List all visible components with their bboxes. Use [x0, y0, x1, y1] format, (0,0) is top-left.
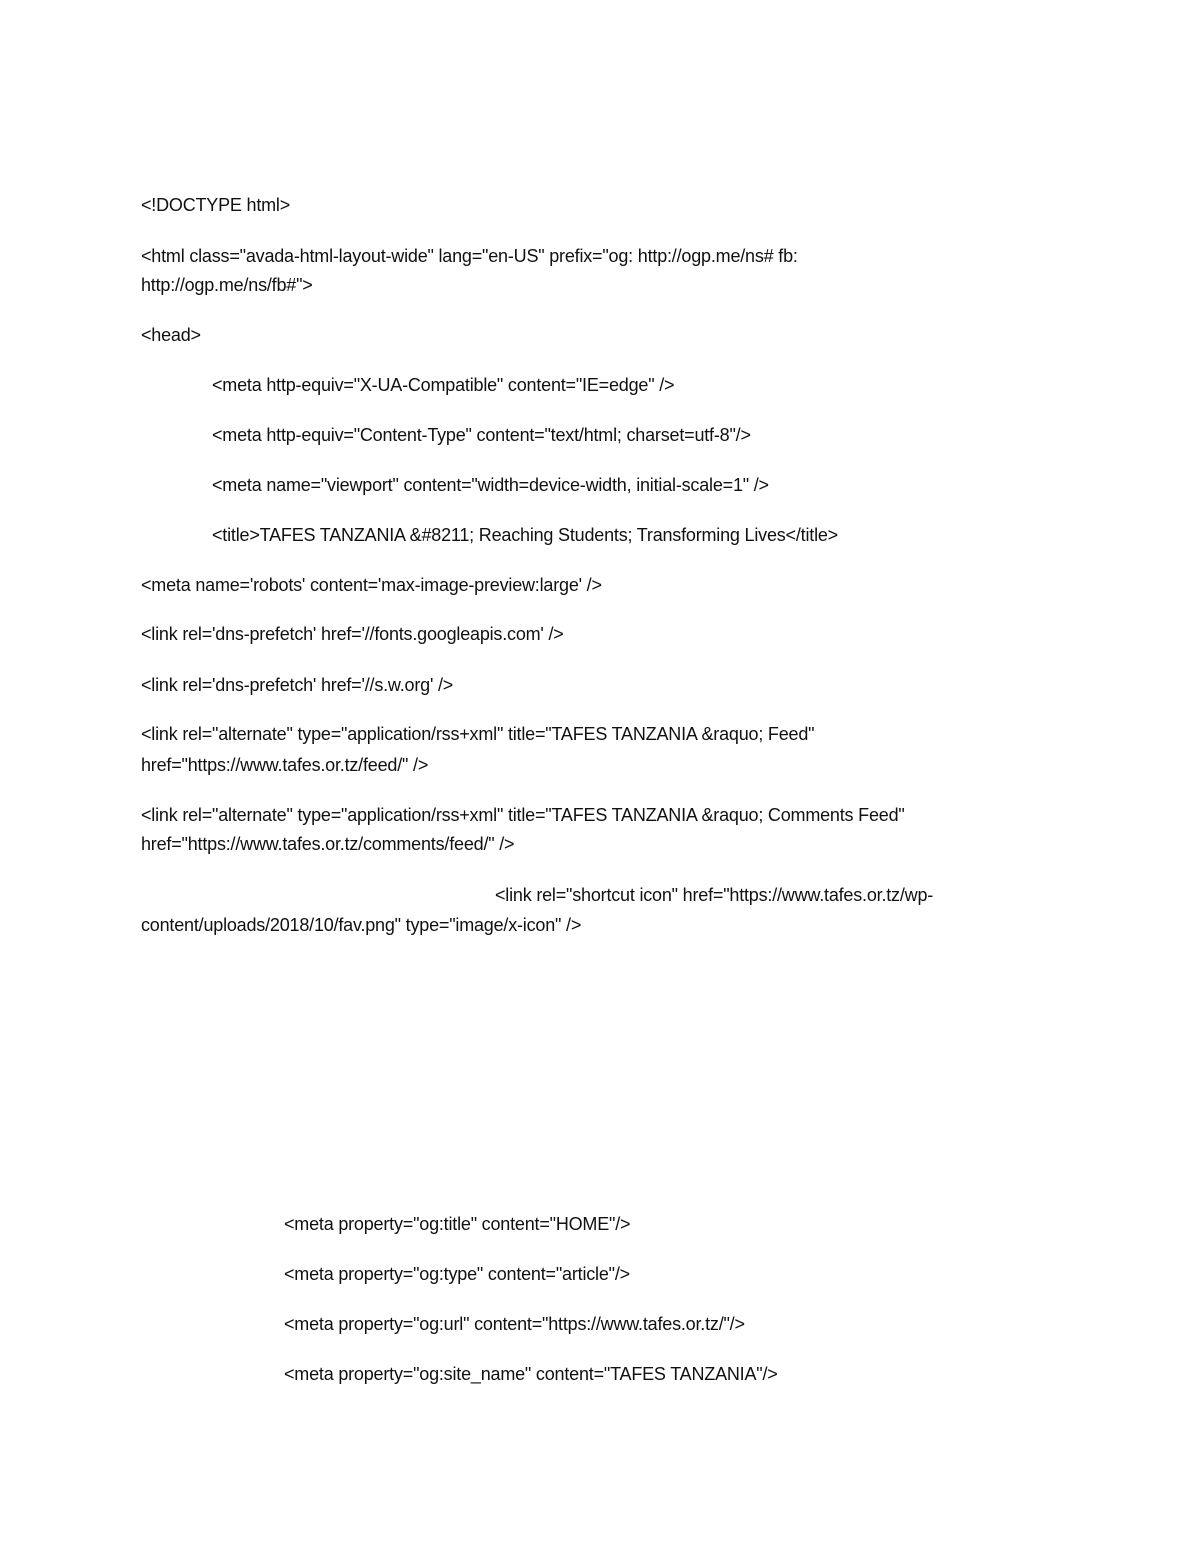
comments-feed-link-line-continued: href="https://www.tafes.or.tz/comments/feed/" />: [141, 834, 515, 854]
dns-prefetch-fonts-line: <link rel='dns-prefetch' href='//fonts.googleapis.com' />: [141, 624, 564, 644]
og-url-line: <meta property="og:url" content="https://www.tafes.or.tz/"/>: [284, 1314, 745, 1334]
meta-x-ua-compatible-line: <meta http-equiv="X-UA-Compatible" content="IE=edge" />: [212, 375, 675, 395]
head-tag-line: <head>: [141, 325, 201, 345]
html-tag-line-continued: http://ogp.me/ns/fb#">: [141, 275, 313, 295]
comments-feed-link-line: <link rel="alternate" type="application/rss+xml" title="TAFES TANZANIA &raquo; Comments Feed": [141, 805, 905, 825]
og-site-name-line: <meta property="og:site_name" content="TAFES TANZANIA"/>: [284, 1364, 778, 1384]
dns-prefetch-sworg-line: <link rel='dns-prefetch' href='//s.w.org' />: [141, 675, 454, 695]
shortcut-icon-link-line: <link rel="shortcut icon" href="https://www.tafes.or.tz/wp-: [495, 885, 934, 905]
meta-content-type-line: <meta http-equiv="Content-Type" content="text/html; charset=utf-8"/>: [212, 425, 751, 445]
og-type-line: <meta property="og:type" content="article"/>: [284, 1264, 630, 1284]
og-title-line: <meta property="og:title" content="HOME"/>: [284, 1214, 631, 1234]
meta-viewport-line: <meta name="viewport" content="width=device-width, initial-scale=1" />: [212, 475, 769, 495]
rss-feed-link-line-continued: href="https://www.tafes.or.tz/feed/" />: [141, 755, 429, 775]
shortcut-icon-link-line-continued: content/uploads/2018/10/fav.png" type="image/x-icon" />: [141, 915, 582, 935]
rss-feed-link-line: <link rel="alternate" type="application/rss+xml" title="TAFES TANZANIA &raquo; Feed": [141, 724, 815, 744]
doctype-line: <!DOCTYPE html>: [141, 195, 291, 215]
meta-robots-line: <meta name='robots' content='max-image-preview:large' />: [141, 575, 602, 595]
html-tag-line: <html class="avada-html-layout-wide" lang="en-US" prefix="og: http://ogp.me/ns# fb:: [141, 246, 798, 266]
title-tag-line: <title>TAFES TANZANIA &#8211; Reaching Students; Transforming Lives</title>: [212, 525, 838, 545]
